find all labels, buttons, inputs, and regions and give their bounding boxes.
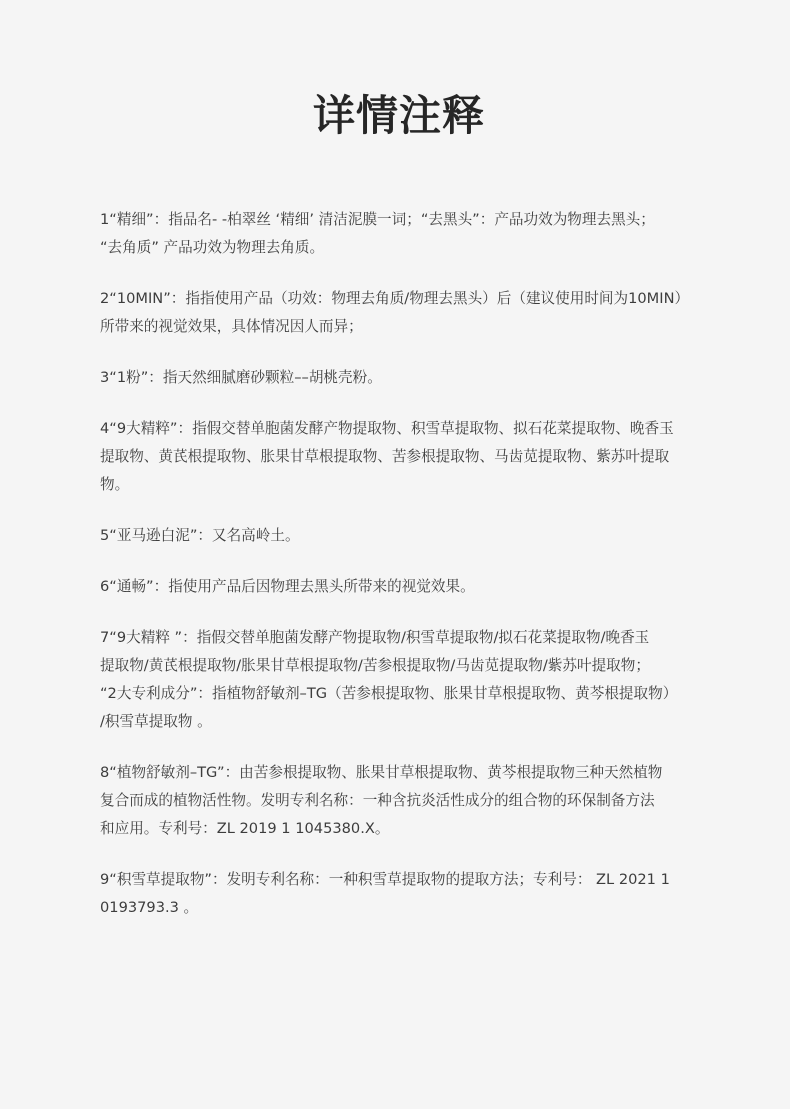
note-line: 6“通畅”：指使用产品后因物理去黑头所带来的视觉效果。 <box>100 578 475 595</box>
note-line: 2“10MIN”：指指使用产品（功效：物理去角质/物理去黑头）后（建议使用时间为10MIN） <box>100 290 690 307</box>
note-line: 和应用。专利号：ZL 2019 1 1045380.X。 <box>100 820 390 837</box>
note-item <box>100 866 698 922</box>
note-line: 所带来的视觉效果，具体情况因人而异； <box>100 318 363 335</box>
note-item <box>100 759 698 843</box>
page-title: 详情注释 <box>312 91 485 140</box>
note-line: “2大专利成分”：指植物舒敏剂–TG（苦参根提取物、胀果甘草根提取物、黄芩根提取物） <box>100 685 678 702</box>
note-line: 物。 <box>100 476 130 493</box>
notes-list <box>100 206 698 922</box>
note-line: 提取物、黄芪根提取物、胀果甘草根提取物、苦参根提取物、马齿苋提取物、紫苏叶提取 <box>100 448 670 465</box>
note-line: 提取物/黄芪根提取物/胀果甘草根提取物/苦参根提取物/马齿苋提取物/紫苏叶提取物； <box>100 657 650 674</box>
note-line: 9“积雪草提取物”：发明专利名称：一种积雪草提取物的提取方法；专利号： ZL 2021 1 <box>100 871 670 888</box>
note-line: 5“亚马逊白泥”：又名高岭土。 <box>100 527 300 544</box>
note-item <box>100 415 698 499</box>
note-item <box>100 522 698 550</box>
note-line: 3“1粉”：指天然细腻磨砂颗粒––胡桃壳粉。 <box>100 369 382 386</box>
note-line: 1“精细”：指品名- -柏翠丝 ‘精细’ 清洁泥膜一词；“去黑头”：产品功效为物理去黑头； <box>100 211 655 228</box>
note-item <box>100 285 698 341</box>
note-item <box>100 624 698 736</box>
note-line: “去角质” 产品功效为物理去角质。 <box>100 239 325 256</box>
note-line: 8“植物舒敏剂–TG”：由苦参根提取物、胀果甘草根提取物、黄芩根提取物三种天然植物 <box>100 764 663 781</box>
note-line: 4“9大精粹”：指假交替单胞菌发酵产物提取物、积雪草提取物、拟石花菜提取物、晚香玉 <box>100 420 674 437</box>
note-item <box>100 364 698 392</box>
note-item <box>100 573 698 601</box>
note-item <box>100 206 698 262</box>
note-line: /积雪草提取物 。 <box>100 713 212 730</box>
note-line: 复合而成的植物活性物。发明专利名称：一种含抗炎活性成分的组合物的环保制备方法 <box>100 792 655 809</box>
note-line: 0193793.3 。 <box>100 899 199 916</box>
note-line: 7“9大精粹 ”：指假交替单胞菌发酵产物提取物/积雪草提取物/拟石花菜提取物/晚香玉 <box>100 629 650 646</box>
